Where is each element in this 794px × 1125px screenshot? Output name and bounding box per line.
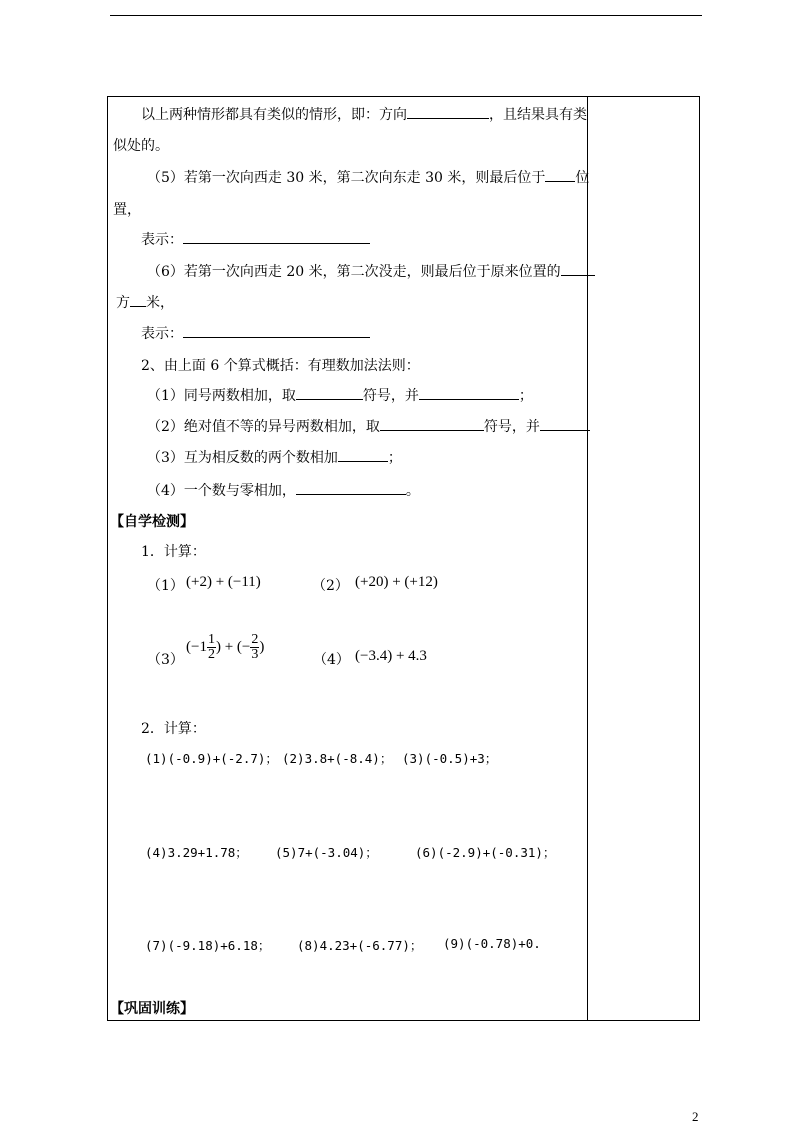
text-segment: ； (387, 450, 402, 466)
text-line-similar (141, 104, 587, 124)
q2-item-5: (5)7+(-3.04)； (275, 845, 378, 860)
q2-item-4: (4)3.29+1.78； (145, 845, 248, 860)
text-segment: 方 (116, 295, 130, 311)
blank-rule1-sign[interactable] (296, 385, 363, 400)
fraction-numerator: 2 (251, 632, 259, 647)
section-self-test: 【自学检测】 (110, 514, 194, 530)
q1-expr-1: (+2) + (−11) (186, 574, 261, 590)
text-line-case6-cont (116, 292, 174, 312)
text-line-case5-cont: 置， (113, 202, 141, 218)
q2-item-3: (3)(-0.5)+3； (402, 751, 498, 766)
table-column-divider (587, 96, 588, 1021)
blank-show2[interactable] (183, 323, 370, 338)
text-line-case5 (147, 167, 589, 187)
text-segment: 位 (575, 170, 590, 186)
expr-segment: (−1 (186, 638, 207, 655)
text-line-similar-cont: 似处的。 (113, 138, 169, 154)
expr-segment: ) (259, 638, 265, 655)
blank-meters6[interactable] (130, 292, 146, 307)
text-segment: 符号，并 (362, 388, 419, 404)
text-segment: （2）绝对值不等的异号两数相加，取 (147, 419, 380, 435)
q1-label-2: （2） (312, 578, 349, 594)
header-rule (110, 15, 702, 16)
q2-item-2: (2)3.8+(-8.4)； (282, 751, 393, 766)
fraction-denominator: 3 (251, 647, 259, 662)
fraction-denominator: 2 (207, 647, 215, 662)
text-segment: 表示： (141, 326, 183, 342)
text-segment: ，且结果具有类 (489, 107, 587, 123)
text-line-summary: 2、由上面 6 个算式概括：有理数加法法则： (141, 358, 420, 374)
q1-label-1: （1） (147, 578, 184, 594)
text-segment: 以上两种情形都具有类似的情形，即：方向 (141, 107, 407, 123)
fraction-numerator: 1 (207, 632, 215, 647)
q2-item-1: (1)(-0.9)+(-2.7)； (145, 751, 278, 766)
rule-2 (147, 416, 590, 436)
blank-rule4[interactable] (296, 480, 406, 495)
text-segment: （6）若第一次向西走 20 米，第二次没走，则最后位于原来位置的 (147, 264, 561, 280)
q1-expr-2: (+20) + (+12) (355, 574, 438, 590)
blank-rule3[interactable] (338, 447, 388, 462)
text-segment: （1）同号两数相加，取 (147, 388, 296, 404)
blank-direction[interactable] (407, 104, 489, 119)
blank-rule1-op[interactable] (419, 385, 519, 400)
text-line-show2 (141, 323, 370, 343)
q1-label-4: （4） (313, 652, 350, 668)
rule-4 (147, 480, 420, 500)
text-segment: 。 (405, 483, 420, 499)
blank-position5[interactable] (545, 167, 575, 182)
text-line-show1 (141, 229, 370, 249)
text-line-case6 (147, 261, 595, 281)
text-segment: 米， (146, 295, 174, 311)
q2-item-8: (8)4.23+(-6.77)； (297, 938, 423, 953)
text-segment: 符号，并 (483, 419, 540, 435)
q1-label-3: （3） (147, 652, 184, 668)
text-segment: ； (518, 388, 533, 404)
q1-expr-4: (−3.4) + 4.3 (355, 648, 427, 664)
fraction-one-half (207, 633, 216, 662)
text-segment: （3）互为相反数的两个数相加 (147, 450, 338, 466)
section-consolidate: 【巩固训练】 (110, 1001, 194, 1017)
question-2-title: 2．计算： (141, 721, 206, 737)
q2-item-6: (6)(-2.9)+(-0.31)； (415, 845, 556, 860)
blank-rule2-sign[interactable] (380, 416, 484, 431)
blank-show1[interactable] (183, 229, 370, 244)
text-segment: 表示： (141, 232, 183, 248)
question-1-title: 1．计算： (141, 544, 206, 560)
rule-1 (147, 385, 533, 405)
blank-position6[interactable] (561, 261, 595, 276)
q2-item-9: (9)(-0.78)+0. (443, 936, 541, 951)
q2-item-7: (7)(-9.18)+6.18； (145, 938, 271, 953)
rule-3 (147, 447, 402, 467)
q1-expr-3 (186, 633, 264, 662)
text-segment: （4）一个数与零相加， (147, 483, 296, 499)
page-number: 2 (692, 1109, 699, 1124)
blank-rule2-op[interactable] (540, 416, 590, 431)
expr-segment: ) + (− (215, 638, 251, 655)
text-segment: （5）若第一次向西走 30 米，第二次向东走 30 米，则最后位于 (147, 170, 546, 186)
